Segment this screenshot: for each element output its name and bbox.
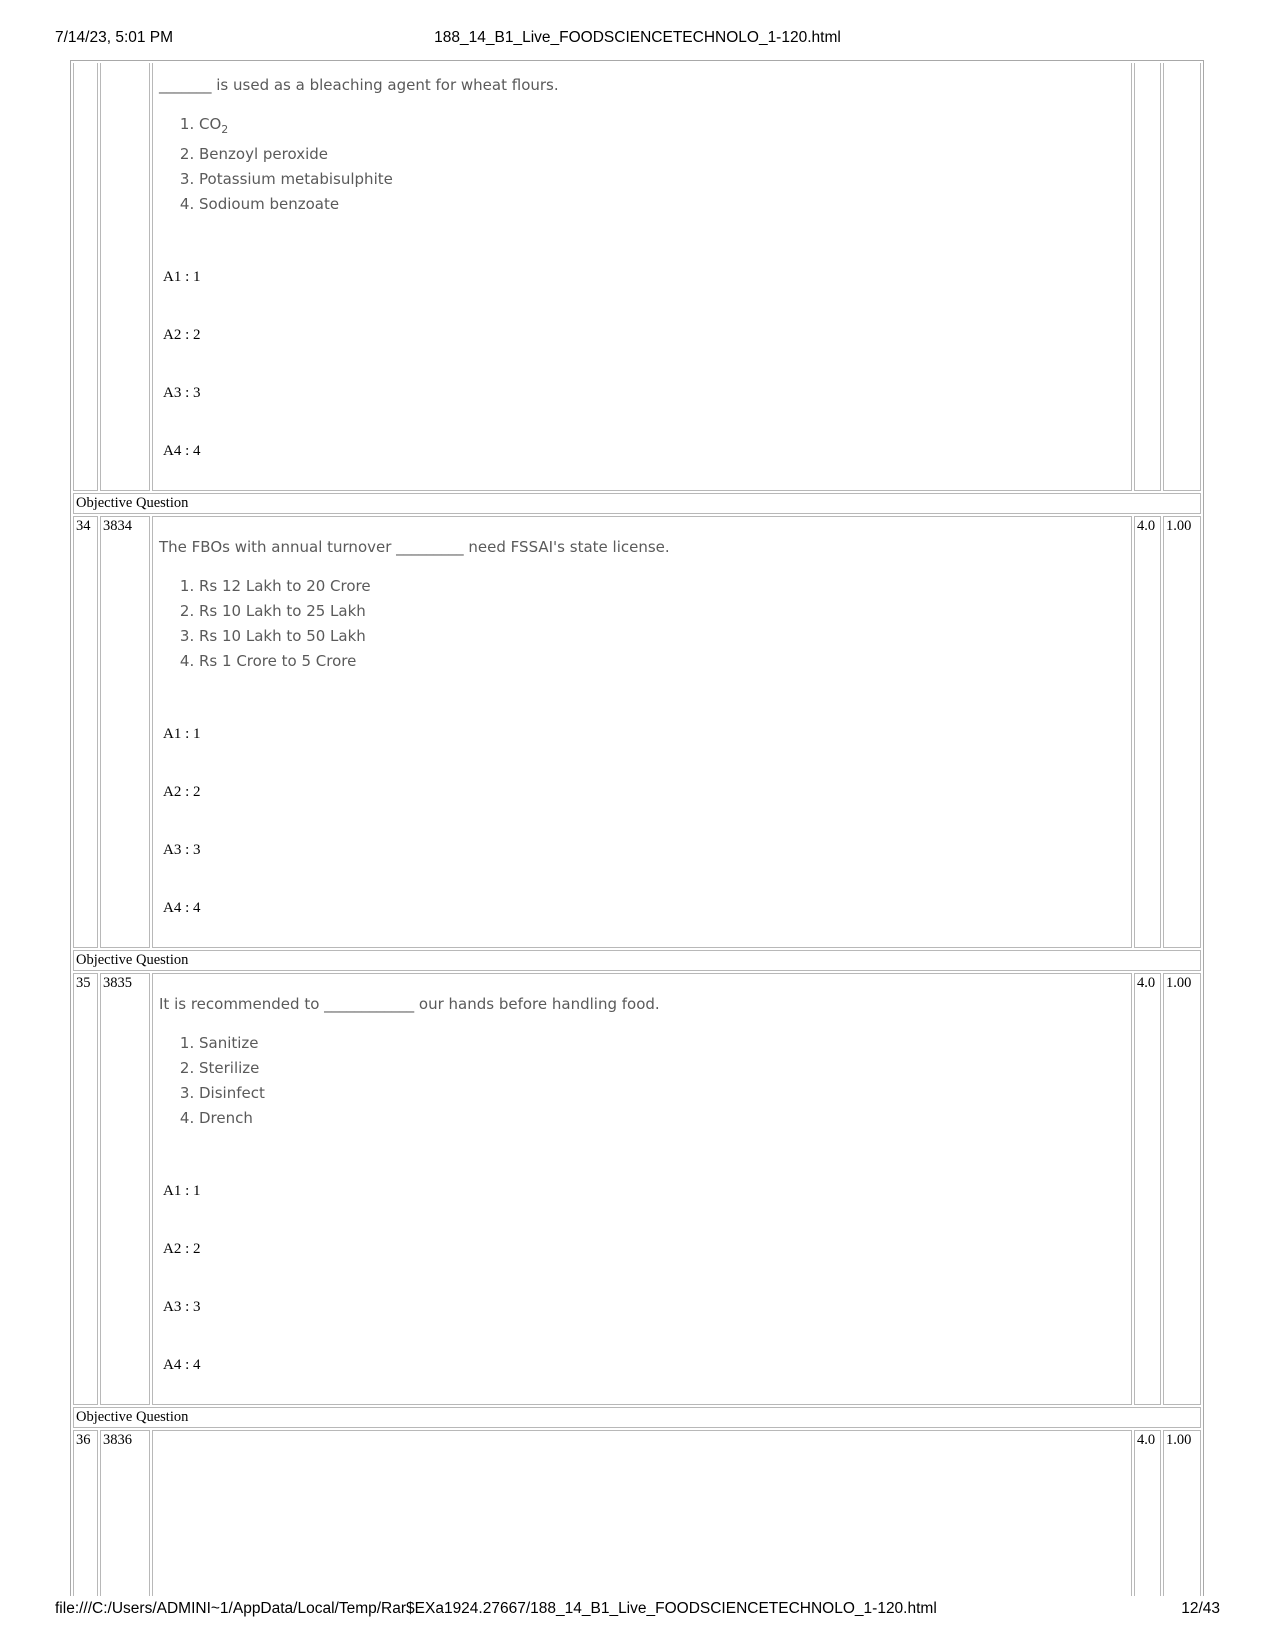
question-marks: 4.0 <box>1134 1430 1161 1596</box>
option-item: 4. Sodioum benzoate <box>199 192 1129 217</box>
question-row <box>73 973 1201 1405</box>
question-text: It is recommended to ____________ our hands before handling food. <box>159 995 660 1013</box>
question-number: 35 <box>73 973 98 1405</box>
question-row <box>73 516 1201 948</box>
answer-item: A1 : 1 <box>163 726 201 742</box>
question-table <box>70 60 1204 1596</box>
question-row <box>73 1430 1201 1596</box>
section-label-row <box>73 950 1201 971</box>
answer-item: A2 : 2 <box>163 784 201 800</box>
question-number: 34 <box>73 516 98 948</box>
option-item: 2. Sterilize <box>199 1056 1129 1081</box>
question-body <box>152 1430 1132 1596</box>
options-list <box>155 574 1129 674</box>
print-datetime: 7/14/23, 5:01 PM <box>55 29 174 46</box>
answers-list <box>163 1183 1129 1381</box>
question-marks <box>1134 63 1161 491</box>
answer-item: A4 : 4 <box>163 1357 201 1373</box>
section-label: Objective Question <box>73 950 1201 971</box>
option-item: 3. Disinfect <box>199 1081 1129 1106</box>
question-text: The FBOs with annual turnover _________ need FSSAI's state license. <box>159 538 670 556</box>
file-path: file:///C:/Users/ADMINI~1/AppData/Local/Temp/Rar$EXa1924.27667/188_14_B1_Live_FOODSCIENCETECHNOLO_1-120.html <box>55 1600 937 1617</box>
option-item <box>199 112 1129 142</box>
question-body <box>152 973 1132 1405</box>
option-item: 4. Rs 1 Crore to 5 Crore <box>199 649 1129 674</box>
answer-item: A2 : 2 <box>163 1241 201 1257</box>
question-id: 3834 <box>100 516 150 948</box>
answer-item: A3 : 3 <box>163 1299 201 1315</box>
question-number <box>73 63 98 491</box>
question-negative-marks <box>1163 63 1201 491</box>
question-id: 3835 <box>100 973 150 1405</box>
option-text: $CO_2$ <box>199 115 229 136</box>
answer-item: A4 : 4 <box>163 443 201 459</box>
option-item: 3. Rs 10 Lakh to 50 Lakh <box>199 624 1129 649</box>
option-item: 4. Drench <box>199 1106 1129 1131</box>
answer-item: A1 : 1 <box>163 269 201 285</box>
answers-list <box>163 726 1129 924</box>
section-label: Objective Question <box>73 493 1201 514</box>
option-item: 1. Sanitize <box>199 1031 1129 1056</box>
question-marks: 4.0 <box>1134 973 1161 1405</box>
print-footer <box>0 1600 1275 1622</box>
question-id <box>100 63 150 491</box>
question-marks: 4.0 <box>1134 516 1161 948</box>
print-title: 188_14_B1_Live_FOODSCIENCETECHNOLO_1-120.html <box>434 29 841 46</box>
question-text: _______ is used as a bleaching agent for wheat flours. <box>159 76 559 94</box>
question-number: 36 <box>73 1430 98 1596</box>
answer-item: A3 : 3 <box>163 842 201 858</box>
question-negative-marks: 1.00 <box>1163 973 1201 1405</box>
question-body <box>152 516 1132 948</box>
section-label-row <box>73 493 1201 514</box>
option-item: 1. Rs 12 Lakh to 20 Crore <box>199 574 1129 599</box>
question-body <box>152 63 1132 491</box>
question-id: 3836 <box>100 1430 150 1596</box>
answer-item: A2 : 2 <box>163 327 201 343</box>
section-label-row <box>73 1407 1201 1428</box>
answer-item: A3 : 3 <box>163 385 201 401</box>
question-row <box>73 63 1201 491</box>
answer-item: A4 : 4 <box>163 900 201 916</box>
section-label: Objective Question <box>73 1407 1201 1428</box>
question-table-viewport <box>70 60 1204 1596</box>
options-list <box>155 1031 1129 1131</box>
print-header <box>0 29 1275 51</box>
option-item: 2. Benzoyl peroxide <box>199 142 1129 167</box>
answers-list <box>163 269 1129 467</box>
answer-item: A1 : 1 <box>163 1183 201 1199</box>
option-item: 2. Rs 10 Lakh to 25 Lakh <box>199 599 1129 624</box>
options-list <box>155 112 1129 217</box>
page-number: 12/43 <box>1181 1600 1220 1617</box>
question-negative-marks: 1.00 <box>1163 1430 1201 1596</box>
option-item: 3. Potassium metabisulphite <box>199 167 1129 192</box>
question-negative-marks: 1.00 <box>1163 516 1201 948</box>
